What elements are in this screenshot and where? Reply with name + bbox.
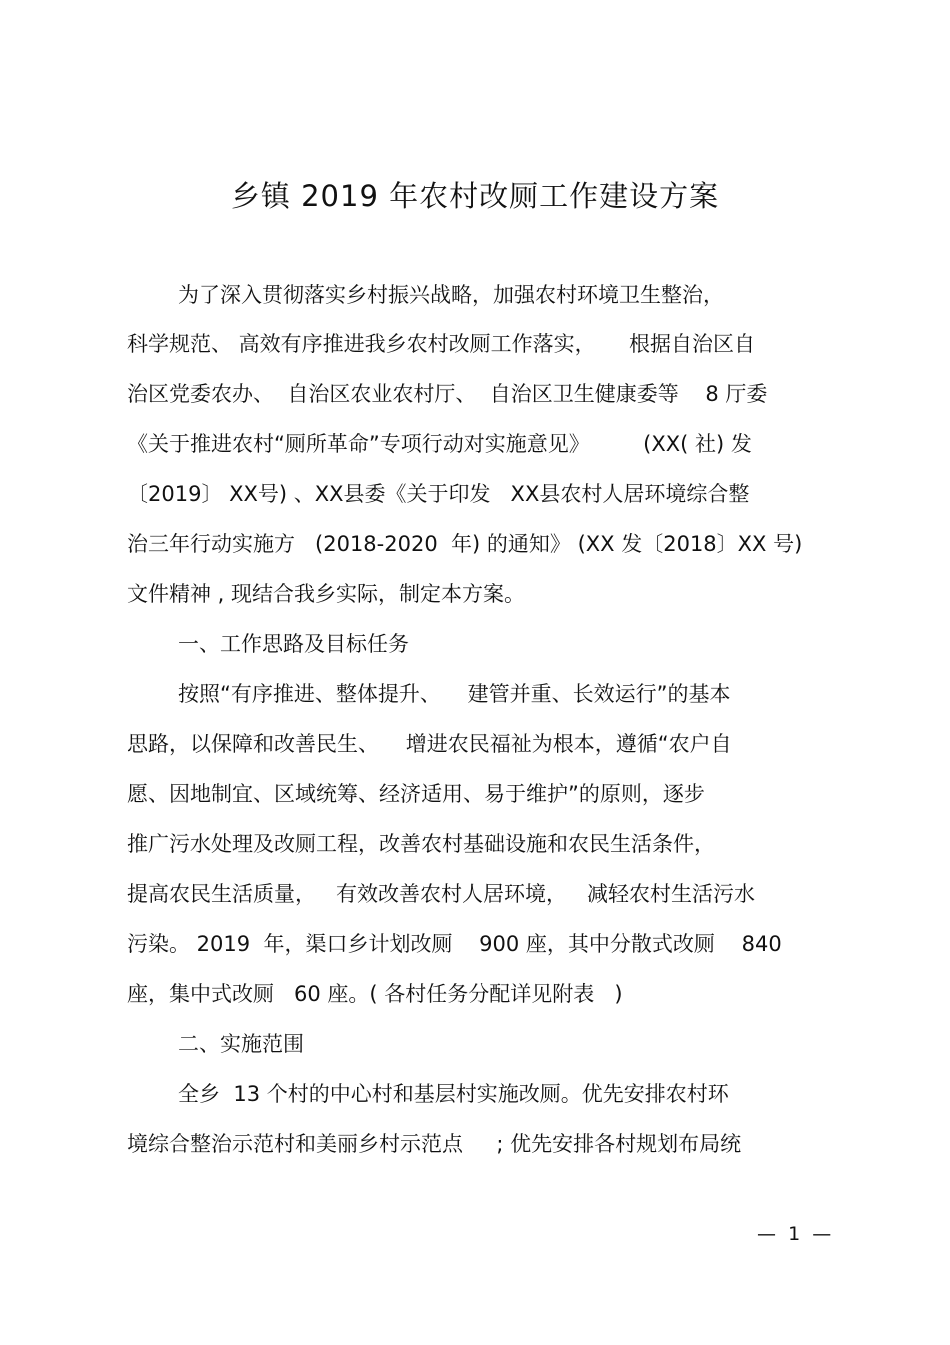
body-line-10: 愿、因地制宜、区域统筹、经济适用、易于维护”的原则，逐步 bbox=[127, 782, 705, 806]
body-line-16: 境综合整治示范村和美丽乡村示范点 ; 优先安排各村规划布局统 bbox=[127, 1132, 742, 1156]
section-heading-1: 一、工作思路及目标任务 bbox=[178, 632, 409, 656]
body-line-4: 《关于推进农村“厕所革命”专项行动对实施意见》 (XX( 社) 发 bbox=[127, 432, 752, 456]
body-line-8: 按照“有序推进、整体提升、 建管并重、长效运行”的基本 bbox=[178, 682, 731, 706]
document-title: 乡镇 2019 年农村改厕工作建设方案 bbox=[230, 179, 720, 213]
body-line-11: 推广污水处理及改厕工程，改善农村基础设施和农民生活条件， bbox=[127, 832, 715, 856]
body-line-9: 思路，以保障和改善民生、 增进农民福祉为根本，遵循“农户自 bbox=[127, 732, 732, 756]
body-line-14: 座，集中式改厕 60 座。( 各村任务分配详见附表 ) bbox=[127, 982, 623, 1006]
body-line-1: 为了深入贯彻落实乡村振兴战略，加强农村环境卫生整治， bbox=[178, 283, 724, 307]
body-line-15: 全乡 13 个村的中心村和基层村实施改厕。优先安排农村环 bbox=[178, 1082, 729, 1106]
body-line-5: 〔2019〕 XX号) 、XX县委《关于印发 XX县农村人居环境综合整 bbox=[127, 482, 750, 506]
body-line-2: 科学规范、 高效有序推进我乡农村改厕工作落实， 根据自治区自 bbox=[127, 332, 756, 356]
body-line-6: 治三年行动实施方 (2018-2020 年) 的通知》 (XX 发〔2018〕XX 号) bbox=[127, 532, 803, 556]
body-line-12: 提高农民生活质量， 有效改善农村人居环境， 减轻农村生活污水 bbox=[127, 882, 756, 906]
section-heading-2: 二、实施范围 bbox=[178, 1032, 304, 1056]
body-line-13: 污染。 2019 年，渠口乡计划改厕 900 座，其中分散式改厕 840 bbox=[127, 932, 782, 956]
body-line-3: 治区党委农办、 自治区农业农村厅、 自治区卫生健康委等 8 厅委 bbox=[127, 382, 768, 406]
body-line-7: 文件精神 , 现结合我乡实际，制定本方案。 bbox=[127, 582, 526, 606]
page-number: — 1 — bbox=[757, 1223, 832, 1245]
